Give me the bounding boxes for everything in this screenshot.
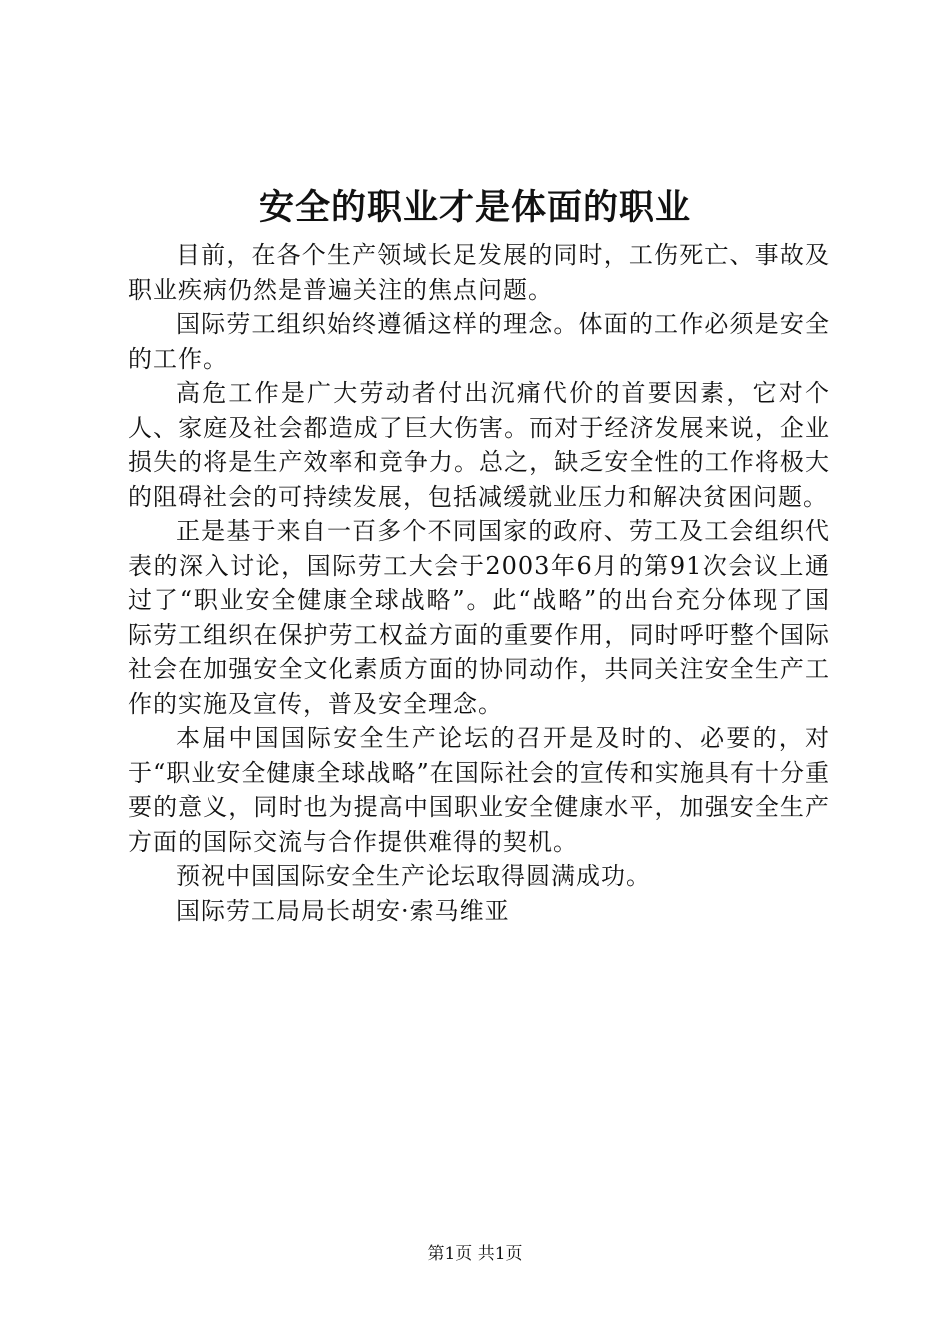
signature-line: 国际劳工局局长胡安·索马维亚 — [176, 896, 510, 925]
paragraph: 正是基于来自一百多个不同国家的政府、劳工及工会组织代表的深入讨论，国际劳工大会于2003年6月的第91次会议上通过了“职业安全健康全球战略”。此“战略”的出台充分体现了国际劳工组织在保护劳工权益方面的重要作用，同时呼吁整个国际社会在加强安全文化素质方面的协同动作，共同关注安全生产工作的实施及宣传，普及安全理念。 — [128, 517, 830, 718]
paragraph: 国际劳工组织始终遵循这样的理念。体面的工作必须是安全的工作。 — [128, 310, 830, 373]
paragraph: 目前，在各个生产领域长足发展的同时，工伤死亡、事故及职业疾病仍然是普遍关注的焦点问题。 — [128, 241, 830, 304]
document-body — [128, 238, 830, 928]
document-title: 安全的职业才是体面的职业 — [258, 187, 691, 228]
paragraph: 本届中国国际安全生产论坛的召开是及时的、必要的，对于“职业安全健康全球战略”在国际社会的宣传和实施具有十分重要的意义，同时也为提高中国职业安全健康水平，加强安全生产方面的国际交流与合作提供难得的契机。 — [128, 724, 830, 856]
paragraph: 高危工作是广大劳动者付出沉痛代价的首要因素，它对个人、家庭及社会都造成了巨大伤害。而对于经济发展来说，企业损失的将是生产效率和竞争力。总之，缺乏安全性的工作将极大的阻碍社会的可持续发展，包括减缓就业压力和解决贫困问题。 — [128, 379, 830, 511]
page-footer: 第1页 共1页 — [427, 1244, 523, 1264]
closing-wish: 预祝中国国际安全生产论坛取得圆满成功。 — [176, 862, 651, 890]
